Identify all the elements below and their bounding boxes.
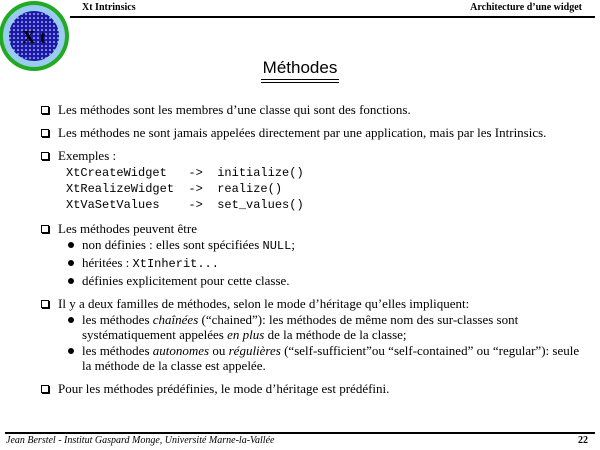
- bullet-text: Les méthodes sont les membres d’une classe qui sont des fonctions.: [58, 102, 411, 117]
- square-bullet-icon: [41, 152, 49, 160]
- round-bullet-icon: [68, 260, 74, 266]
- sub-emphasis: en plus: [227, 327, 265, 342]
- code-line: XtRealizeWidget -> realize(): [66, 182, 283, 196]
- sub-text: les méthodes: [82, 343, 153, 358]
- square-bullet-icon: [41, 385, 49, 393]
- bullet-text: Exemples :: [58, 148, 117, 163]
- sub-item: [58, 343, 580, 373]
- bullet-item-5: [40, 296, 580, 373]
- square-bullet-icon: [41, 300, 49, 308]
- square-bullet-icon: [41, 225, 49, 233]
- sub-item: [58, 237, 580, 254]
- bullet-text: Les méthodes ne sont jamais appelées directement par une application, mais par les Intrinsics.: [58, 125, 547, 140]
- round-bullet-icon: [68, 242, 74, 248]
- sub-emphasis: régulières: [228, 343, 281, 358]
- slide-content: [40, 102, 580, 404]
- sub-text: (“chained”): les méthodes de même nom des sur-classes sont systématiquement appelées: [82, 312, 519, 342]
- sub-code: XtInherit...: [132, 257, 219, 271]
- bullet-item-2: [40, 125, 580, 140]
- bullet-item-1: [40, 102, 580, 117]
- sub-emphasis: autonomes: [152, 343, 210, 358]
- sub-text: définies explicitement pour cette classe.: [82, 273, 290, 288]
- sub-text: non définies : elles sont spécifiées: [82, 237, 263, 252]
- page-number: 22: [578, 435, 588, 446]
- sub-text: ou: [209, 343, 229, 358]
- header-right-title: Architecture d’une widget: [470, 2, 582, 13]
- sub-item: [58, 255, 580, 272]
- header-left-title: Xt Intrinsics: [82, 2, 136, 13]
- sub-emphasis: chaînées: [152, 312, 199, 327]
- square-bullet-icon: [41, 129, 49, 137]
- sub-text: de la méthode de la classe;: [264, 327, 407, 342]
- bullet-text: Les méthodes peuvent être: [58, 221, 197, 236]
- logo-text: X t: [22, 27, 46, 47]
- code-example-block: [66, 165, 580, 213]
- round-bullet-icon: [68, 317, 74, 323]
- sub-text: les méthodes: [82, 312, 153, 327]
- bullet-text: Pour les méthodes prédéfinies, le mode d’héritage est prédéfini.: [58, 381, 390, 396]
- sub-code: NULL: [262, 239, 292, 253]
- bullet-text: Il y a deux familles de méthodes, selon le mode d’héritage qu’elles impliquent:: [58, 296, 470, 311]
- slide-title: Méthodes: [261, 58, 340, 80]
- code-line: XtVaSetValues -> set_values(): [66, 198, 304, 212]
- bullet-item-3: [40, 148, 580, 213]
- footer-divider: [5, 432, 595, 434]
- bullet-item-6: [40, 381, 580, 396]
- sub-item: [58, 312, 580, 342]
- slide-title-wrap: [0, 58, 600, 80]
- sub-item: [58, 273, 580, 288]
- header-divider: [70, 16, 595, 18]
- code-line: XtCreateWidget -> initialize(): [66, 166, 304, 180]
- sub-text-end: ;: [291, 237, 295, 252]
- bullet-item-4: [40, 221, 580, 288]
- sub-text: (“self-sufficient”ou “self-contained” ou “regular”): seule la méthode de la classe est appelée.: [82, 343, 580, 373]
- sub-text: héritées :: [82, 255, 133, 270]
- round-bullet-icon: [68, 348, 74, 354]
- square-bullet-icon: [41, 106, 49, 114]
- round-bullet-icon: [68, 278, 74, 284]
- footer-author: Jean Berstel - Institut Gaspard Monge, Université Marne-la-Vallée: [6, 435, 275, 446]
